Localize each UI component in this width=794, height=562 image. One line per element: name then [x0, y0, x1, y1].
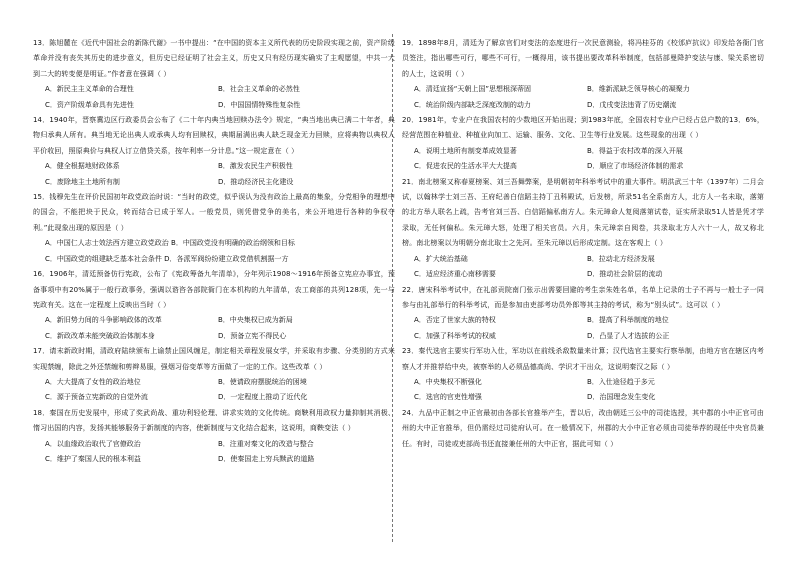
question-stem: 21．南北榜案又称春夏榜案、刘三吾舞弊案，是明朝初年科举考试中的重大事件。明洪武三十年（1397年）二月会试，以翰林学士刘三吾、王府纪善白信蹈主持丁丑科殿试，后发榜，所录51名全系南方人，北方人一名未取，落第的北方举人联名上疏，告考官刘三吾、白信蹈偏私南方人。朱元璋命人复阅落第试卷，证实所录取51人皆是凭才学录取，无任何偏私。朱元璋大怒，处理了相关官员。六月，朱元璋亲自阅卷，共录取北方人六十一人，故又称北榜。南北榜案以为明朝分南北取士之先河。至朱元璋以后形成定制。这在客观上（ ） — [402, 177, 764, 248]
answer-option: C．维护了秦国人民的根本利益 — [45, 454, 141, 463]
answer-options — [33, 236, 395, 267]
answer-option: A．中央集权不断强化 — [414, 377, 482, 386]
answer-option: D．凸显了人才选拔的公正 — [587, 331, 670, 340]
answer-option: A．中国仁人志士效法西方建立政党政治 B．中国政党没有明确的政治纲领和目标 — [45, 239, 295, 248]
answer-option: C．选官的官吏性增强 — [414, 393, 482, 402]
question-stem: 24．九品中正制之中正官最初由各部长官推举产生，晋以后，改由朝廷三公中的司徒选授，其中郡的小中正官可由州的大中正官推举，但仍需经过司徒府认可。在一般情况下，州郡的大小中正官必须由司徒举荐的现任中央官员兼任。有时，司徒或吏部尚书还直接兼任州的大中正官，据此可知（ ） — [402, 408, 764, 448]
answer-options — [402, 313, 764, 344]
answer-option: A．新民主主义革命的合理性 — [45, 85, 134, 94]
question-block — [402, 283, 764, 345]
answer-option: A．以血缘政治取代了官僚政治 — [45, 439, 141, 448]
question-block — [402, 113, 764, 175]
question-stem: 18．秦国在历史发展中，形成了奖武尚战、重功利轻伦理、讲求实效的文化传统。商鞅利用政权力量抑制其消极、惰习出国的内容，发扬其能够服务于新制度的内容，使新制度与文化结合起来，这说明，商鞅变法（ ） — [33, 408, 395, 433]
answer-option: B．得益于农村改革的深入开展 — [587, 146, 683, 155]
answer-option: C．统治阶级内部缺乏深度改制的动力 — [414, 100, 531, 109]
question-block — [33, 113, 395, 190]
answer-options — [402, 82, 764, 113]
answer-option: D．推动经济民主化建设 — [218, 177, 294, 186]
answer-option: B．社会主义革命的必然性 — [218, 85, 300, 94]
question-block — [402, 175, 764, 283]
answer-option: D．戊戌变法违背了历史潮流 — [587, 100, 677, 109]
question-block — [402, 406, 764, 452]
question-block — [33, 36, 395, 113]
answer-option: A．新旧势力间的斗争影响政体的改革 — [45, 316, 162, 325]
answer-options — [33, 159, 395, 190]
answer-option: A．否定了世家大族的特权 — [414, 316, 496, 325]
answer-option: A．说明土地所有制变革成效显著 — [414, 146, 517, 155]
answer-option: D．顺应了市场经济体制的需求 — [587, 162, 684, 171]
answer-option: C．中国政党的组建缺乏基本社会条件 D．各派军阀纷纷建立政党借机割据一方 — [45, 254, 289, 263]
answer-option: D．使秦国走上穷兵黩武的道路 — [218, 454, 315, 463]
answer-option: B．维新派缺乏领导核心的凝聚力 — [587, 85, 690, 94]
left-column — [33, 36, 395, 467]
question-stem: 17．请末新政时期，清政府陆续颁布上谕禁止国风缠足，制定相关章程发展女学，并采取有步骤、分类别的方式来实现禁缠，除此之外还禁缠和剪辫易服，强烟习俗变革等方面做了一定的工作。这些改革（ ） — [33, 347, 395, 371]
question-stem: 14．1940年，晋察冀边区行政委员会公布了《二十年内典当地回赎办法令》规定，“典当地出典已满二十年者，典物归承典人所有。典当地无论出典人或承典人均有回赎权，典期届满出典人缺乏现金无力回赎，应将典物以典权人平价收回，照原典价与典权人订立借贷关系，按年利率一分计息。”这一规定意在（ ） — [33, 116, 395, 155]
answer-option: D．治国理念发生变化 — [587, 393, 656, 402]
answer-option: B．激发农民生产积极性 — [218, 162, 293, 171]
answer-option: A．清廷宣扬“天朝上国”思想根深蒂固 — [414, 85, 532, 94]
question-stem: 22．唐宋科举考试中，在礼部贡院南门张示出需要回避的考生亲朱姓名单，名单上记录的士子不再与一般士子一同参与由礼部举行的科举考试，而是参加由吏部考功员外郎等其主持的考试，称为“别头试”。这可以（ ） — [402, 285, 764, 309]
question-stem: 13．陈旭麓在《近代中国社会的新陈代谢》一书中提出：“在中国的资本主义所代表的历史阶段实现之前，资产阶级革命并没有丧失其历史的进步意义，但历史已经证明了社会主义，历史又只有经历现实确实了主观愿望，中共一大到二大的转变便是明证。”作者意在强调（ ） — [33, 39, 395, 78]
answer-option: A．健全根据地财政体系 — [45, 162, 120, 171]
answer-option: C．促进农民的生活水平大大提高 — [414, 162, 517, 171]
question-block — [33, 267, 395, 344]
answer-option: D．中国国情特殊性复杂性 — [218, 100, 301, 109]
answer-option: B．注重对秦文化的改造与整合 — [218, 439, 314, 448]
question-block — [402, 36, 764, 113]
question-block — [33, 406, 395, 468]
answer-options — [33, 82, 395, 113]
question-stem: 20．1981年，专业户在我国农村的少数地区开始出现；到1983年底，全国农村专业户已经占总户数的13．6%，经营范围在种植业、种植业向加工、运输、服务、文化、卫生等行业发展。这些现象的出现（ ） — [402, 116, 764, 140]
answer-option: D．推动社会阶层的流动 — [587, 270, 663, 279]
answer-option: D．预备立宪不得民心 — [218, 331, 287, 340]
answer-option: B．中央集权已成为新局 — [218, 316, 293, 325]
question-block — [402, 344, 764, 406]
right-column — [402, 36, 764, 452]
question-stem: 16．1906年，清廷预备仿行宪政，公布了《宪政筹备九年清单》，分年列示1908～1916年预备立宪应办事宜，预备事项中有20%属于一般行政事务，强调以谘咨各部院衙门在本机构的九年清单，农工商部的共列128项，先一与宪政有关。这在一定程度上反映出当时（ ） — [33, 270, 395, 309]
answer-option: C．废除地主土地所有制 — [45, 177, 120, 186]
answer-options — [33, 375, 395, 406]
answer-option: A．扩大统治基础 — [414, 254, 468, 263]
question-stem: 19．1898年8月，清廷为了解京官们对变法的态度进行一次民意测验，将冯桂芬的《校邠庐抗议》印发给各衙门官员签注，指出哪些可行，哪些不可行，一概得用，该书提出要改革科举制度，包括部曼降护变法与康、梁关系密切的人士，这说明（ ） — [402, 39, 764, 78]
answer-options — [402, 252, 764, 283]
question-stem: 15．钱穆先生在评价民国初年政党政治时说：“当时的政党，似乎误认为没有政治上最高的集象，分党相争的理想中的国会，不能把块于民众，转而结合已成于军人。一般党员，则凭借党争的美名，来公开地进行各种的争权夺利。”此现象出现的原因是（ ） — [33, 193, 395, 232]
answer-option: B．使请政府摆脱统治的困境 — [218, 377, 307, 386]
answer-option: B．提高了科举制度的地位 — [587, 316, 669, 325]
question-block — [33, 190, 395, 267]
answer-option: B．入仕途径趋于多元 — [587, 377, 655, 386]
answer-option: C．适应经济重心南移需要 — [414, 270, 496, 279]
answer-option: A．大大提高了女性的政治地位 — [45, 377, 141, 386]
answer-options — [402, 375, 764, 406]
answer-options — [33, 313, 395, 344]
answer-option: C．资产阶级革命具有先进性 — [45, 100, 134, 109]
answer-option: D．一定程度上推动了近代化 — [218, 393, 308, 402]
answer-option: C．源于预备立宪新政的自觉外流 — [45, 393, 148, 402]
answer-option: C．新政改革未能突破政治体制本身 — [45, 331, 155, 340]
answer-option: C．加强了科举考试的权威 — [414, 331, 496, 340]
question-stem: 23．秦代选官主要实行军功入仕，军功以在前线杀敌数量来计算；汉代选官主要实行察举制，由地方官在辖区内考察人才并推荐给中央，被察举的人必须品德高尚、学识才干出众，这说明秦汉之际（ ） — [402, 347, 764, 371]
question-block — [33, 344, 395, 406]
answer-options — [33, 437, 395, 468]
answer-option: B．拉动北方经济发展 — [587, 254, 655, 263]
answer-options — [402, 144, 764, 175]
